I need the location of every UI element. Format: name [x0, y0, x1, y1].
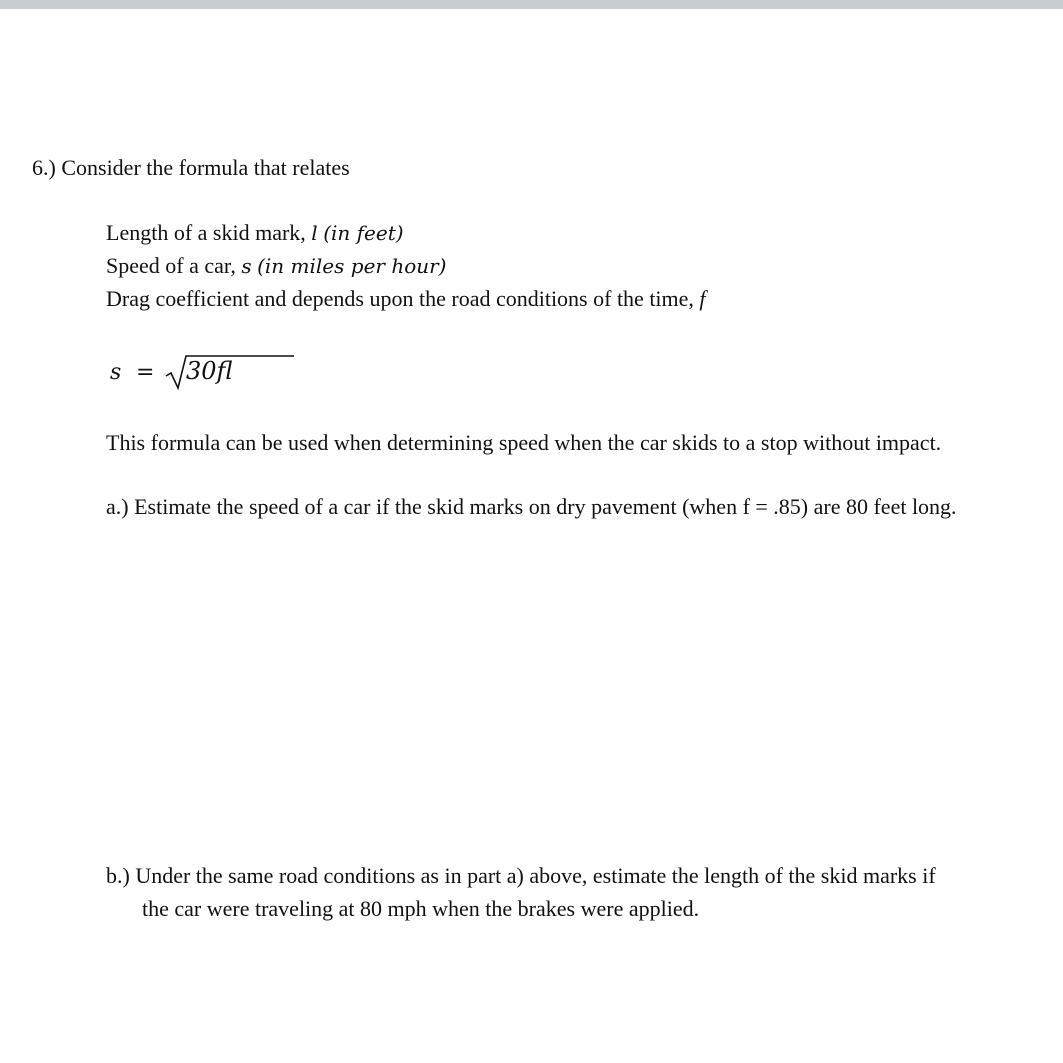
- part-b: [106, 863, 936, 889]
- variable-length-unit: (in feet): [323, 221, 404, 245]
- variable-speed: [106, 253, 446, 279]
- formula-lhs: s: [110, 360, 122, 385]
- question-intro: Consider the formula that relates: [61, 155, 350, 180]
- part-a: [106, 494, 957, 520]
- formula-equals: =: [136, 360, 155, 385]
- question-number: 6.): [32, 155, 56, 180]
- formula-note: This formula can be used when determining speed when the car skids to a stop without impact.: [106, 430, 942, 455]
- square-root-sign: [164, 352, 304, 392]
- variable-speed-unit: (in miles per hour): [257, 254, 447, 278]
- variable-drag-symbol: f: [699, 286, 706, 311]
- part-b-label: b.): [106, 863, 130, 888]
- question-heading: [32, 155, 350, 181]
- variable-speed-text: Speed of a car,: [106, 253, 242, 278]
- part-a-text: Estimate the speed of a car if the skid marks on dry pavement (when f = .85) are 80 feet long.: [134, 494, 957, 519]
- variable-length-symbol: l: [311, 221, 318, 245]
- part-a-label: a.): [106, 494, 129, 519]
- variable-drag-text: Drag coefficient and depends upon the road conditions of the time,: [106, 286, 700, 311]
- top-border-bar: [0, 0, 1063, 9]
- variable-drag: [106, 286, 706, 312]
- part-b-line1: Under the same road conditions as in part a) above, estimate the length of the skid marks if: [135, 863, 936, 888]
- variable-speed-symbol: s: [241, 254, 252, 278]
- part-b-line2: the car were traveling at 80 mph when the brakes were applied.: [142, 896, 700, 921]
- formula-radicand: 30fl: [186, 357, 233, 385]
- variable-length: [106, 220, 404, 246]
- variable-length-text: Length of a skid mark,: [106, 220, 312, 245]
